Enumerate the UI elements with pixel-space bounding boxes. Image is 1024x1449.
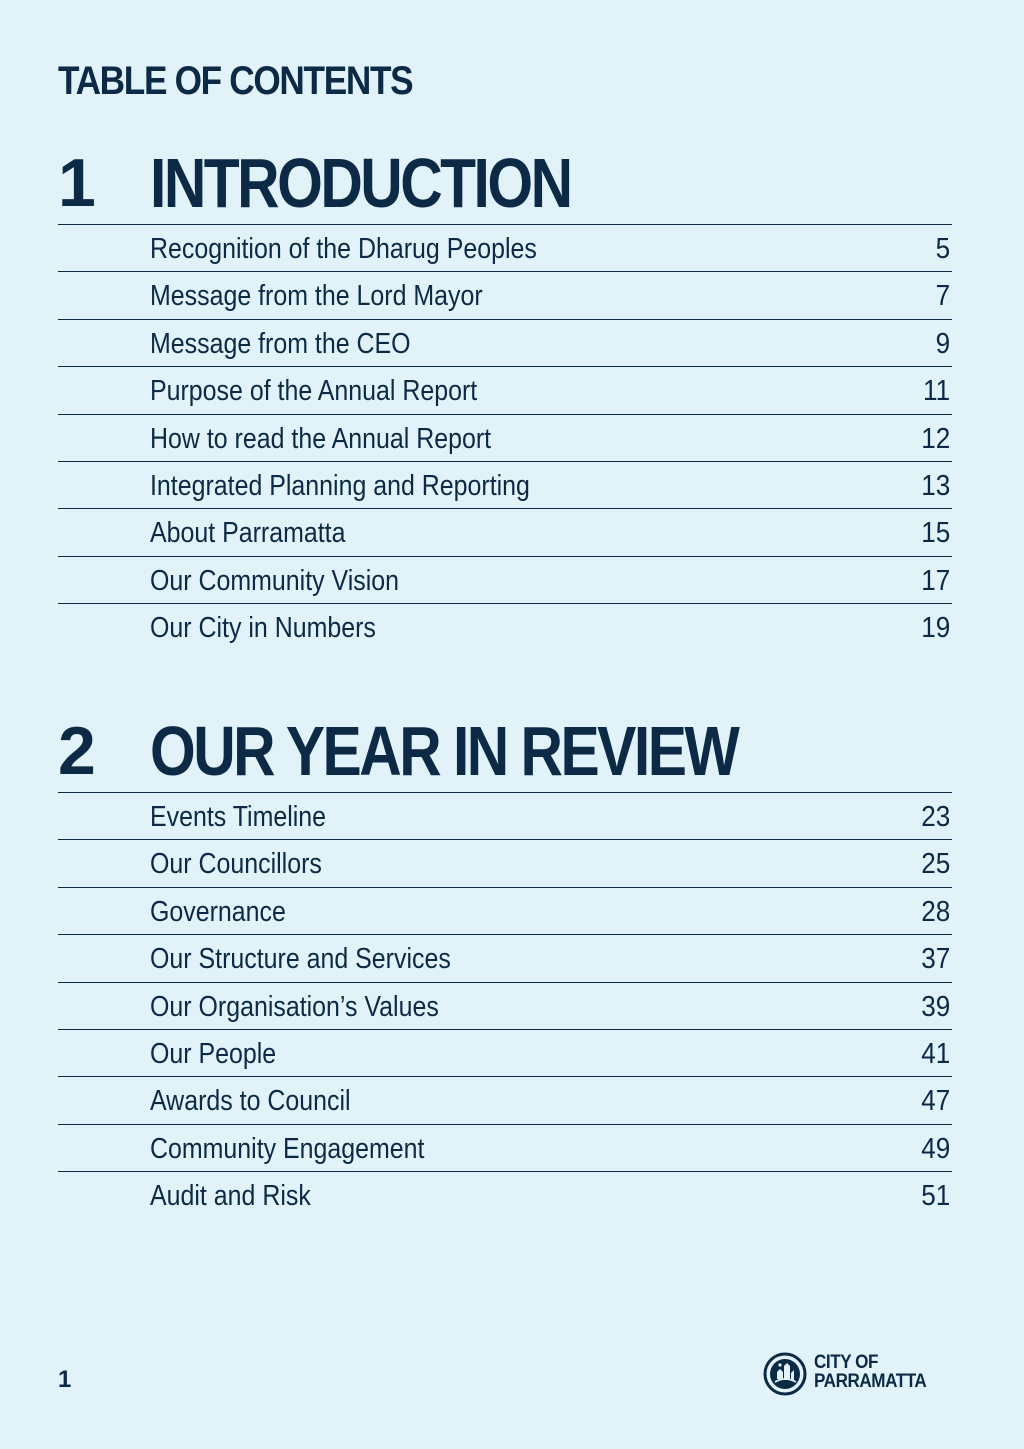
section-introduction: [58, 144, 952, 652]
toc-entry-label: Our Organisation’s Values: [150, 990, 439, 1023]
toc-entry-page: 17: [920, 564, 950, 597]
toc-entry-page: 23: [920, 801, 950, 833]
section-title: INTRODUCTION: [150, 144, 571, 222]
toc-entry[interactable]: [58, 557, 952, 604]
section-heading: [58, 712, 952, 790]
toc-entry-page: 39: [920, 990, 950, 1023]
toc-entry[interactable]: [58, 272, 952, 319]
page-title: TABLE OF CONTENTS: [58, 59, 413, 103]
toc-entry-label: About Parramatta: [150, 517, 346, 550]
toc-entry-page: 51: [920, 1180, 950, 1213]
toc-entry-page: 9: [935, 327, 950, 360]
toc-entry-label: Governance: [150, 895, 286, 928]
toc-entry[interactable]: [58, 1077, 952, 1124]
section-year-in-review: [58, 712, 952, 1220]
toc-entry-page: 19: [920, 612, 950, 645]
toc-entry-label: Purpose of the Annual Report: [150, 375, 478, 408]
toc-entry-page: 5: [935, 233, 950, 265]
toc-entry-label: Message from the CEO: [150, 327, 411, 360]
toc-entry-page: 7: [935, 280, 950, 313]
logo-line-2: PARRAMATTA: [814, 1371, 927, 1392]
toc-entry[interactable]: [58, 1125, 952, 1172]
section-title: OUR YEAR IN REVIEW: [150, 712, 738, 790]
toc-entry[interactable]: [58, 840, 952, 887]
toc-entry-label: Community Engagement: [150, 1132, 425, 1165]
toc-entry[interactable]: [58, 509, 952, 556]
toc-entry[interactable]: [58, 983, 952, 1030]
toc-entry-page: 37: [920, 943, 950, 976]
toc-entry[interactable]: [58, 935, 952, 982]
toc-entry[interactable]: [58, 415, 952, 462]
section-number: 2: [58, 713, 94, 789]
toc-entry[interactable]: [58, 604, 952, 651]
section-number: 1: [58, 145, 94, 221]
toc-entry[interactable]: [58, 793, 952, 840]
toc-entry-page: 49: [920, 1132, 950, 1165]
toc-entry-label: Our Community Vision: [150, 564, 400, 597]
toc-entry-page: 11: [922, 375, 950, 408]
toc-entry-label: Integrated Planning and Reporting: [150, 469, 530, 502]
toc-entry[interactable]: [58, 367, 952, 414]
toc-entry-label: Our City in Numbers: [150, 612, 376, 645]
toc-entry-page: 47: [920, 1085, 950, 1118]
logo-wordmark: [814, 1353, 926, 1391]
toc-entry-label: Awards to Council: [150, 1085, 351, 1118]
toc-entry-label: Our People: [150, 1037, 277, 1070]
toc-entry-page: 15: [920, 517, 950, 550]
toc-entry-label: Recognition of the Dharug Peoples: [150, 233, 537, 265]
city-crest-icon: [763, 1352, 807, 1396]
toc-entry[interactable]: [58, 1172, 952, 1219]
toc-entry-page: 25: [920, 848, 950, 881]
toc-entry-page: 41: [920, 1037, 950, 1070]
toc-entry-label: Audit and Risk: [150, 1180, 311, 1213]
toc-entry[interactable]: [58, 1030, 952, 1077]
toc-entry-page: 13: [920, 469, 950, 502]
page-number: 1: [58, 1366, 72, 1393]
toc-entry[interactable]: [58, 462, 952, 509]
toc-list: [58, 792, 952, 1220]
toc-list: [58, 224, 952, 652]
city-of-parramatta-logo: [763, 1352, 953, 1398]
toc-entry-label: How to read the Annual Report: [150, 422, 492, 455]
toc-entry[interactable]: [58, 225, 952, 272]
toc-entry-page: 28: [920, 895, 950, 928]
toc-entry-page: 12: [920, 422, 950, 455]
toc-entry-label: Our Councillors: [150, 848, 322, 881]
toc-entry[interactable]: [58, 320, 952, 367]
toc-entry[interactable]: [58, 888, 952, 935]
logo-line-1: CITY OF: [814, 1352, 878, 1373]
toc-entry-label: Our Structure and Services: [150, 943, 451, 976]
toc-entry-label: Message from the Lord Mayor: [150, 280, 483, 313]
section-heading: [58, 144, 952, 222]
toc-entry-label: Events Timeline: [150, 801, 327, 833]
